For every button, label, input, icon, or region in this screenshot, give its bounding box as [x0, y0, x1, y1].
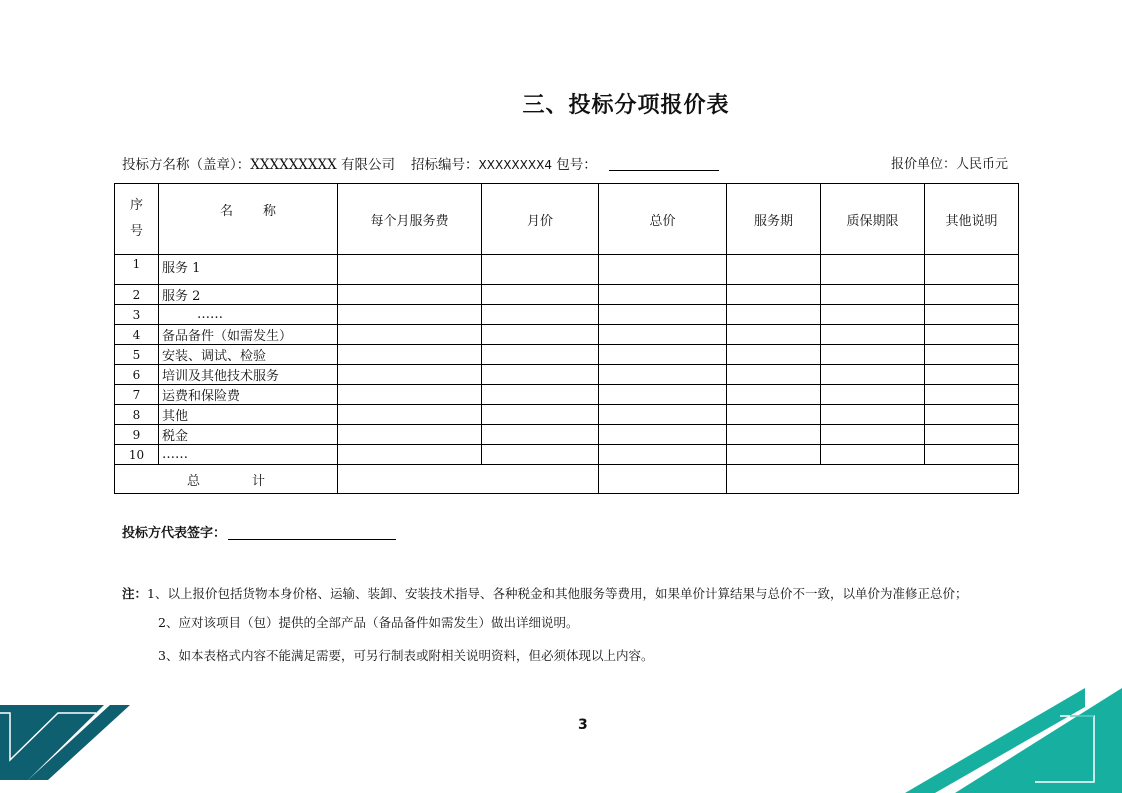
cell-total-price[interactable] — [599, 445, 727, 465]
cell-remarks[interactable] — [925, 405, 1019, 425]
header-remarks: 其他说明 — [925, 184, 1019, 255]
bidder-info-line — [122, 153, 719, 173]
signature-line — [122, 522, 396, 541]
cell-warranty[interactable] — [821, 325, 925, 345]
table-row — [115, 445, 1019, 465]
tender-no-value: XXXXXXXX4 — [478, 158, 552, 172]
row-name: 其他 — [159, 405, 338, 425]
cell-warranty[interactable] — [821, 285, 925, 305]
cell-warranty[interactable] — [821, 345, 925, 365]
row-no: 5 — [115, 345, 159, 365]
deco-bottom-right-outline — [1035, 716, 1094, 782]
cell-remarks[interactable] — [925, 325, 1019, 345]
row-name: 运费和保险费 — [159, 385, 338, 405]
quote-table — [114, 183, 1019, 494]
cell-monthly-fee[interactable] — [338, 365, 482, 385]
cell-monthly-price[interactable] — [482, 365, 599, 385]
cell-warranty[interactable] — [821, 445, 925, 465]
cell-remarks[interactable] — [925, 285, 1019, 305]
cell-remarks[interactable] — [925, 385, 1019, 405]
cell-service-period[interactable] — [727, 255, 821, 285]
header-monthly-price: 月价 — [482, 184, 599, 255]
cell-total-price[interactable] — [599, 255, 727, 285]
cell-total-price[interactable] — [599, 305, 727, 325]
table-row — [115, 255, 1019, 285]
cell-remarks[interactable] — [925, 255, 1019, 285]
cell-service-period[interactable] — [727, 425, 821, 445]
header-total-price: 总价 — [599, 184, 727, 255]
cell-service-period[interactable] — [727, 305, 821, 325]
table-row — [115, 405, 1019, 425]
cell-monthly-fee[interactable] — [338, 325, 482, 345]
currency-unit: 报价单位：人民币元 — [890, 157, 1008, 172]
cell-monthly-price[interactable] — [482, 385, 599, 405]
row-no: 2 — [115, 285, 159, 305]
cell-total-price[interactable] — [599, 365, 727, 385]
table-row — [115, 425, 1019, 445]
cell-monthly-price[interactable] — [482, 405, 599, 425]
cell-monthly-price[interactable] — [482, 255, 599, 285]
table-row — [115, 385, 1019, 405]
cell-warranty[interactable] — [821, 425, 925, 445]
cell-monthly-fee[interactable] — [338, 425, 482, 445]
page-title: 三、投标分项报价表 — [522, 93, 730, 118]
signature-label: 投标方代表签字： — [122, 526, 227, 541]
cell-monthly-fee[interactable] — [338, 405, 482, 425]
cell-monthly-fee[interactable] — [338, 255, 482, 285]
header-seq: 序 号 — [115, 184, 159, 255]
cell-warranty[interactable] — [821, 365, 925, 385]
cell-monthly-fee[interactable] — [338, 385, 482, 405]
cell-total-price[interactable] — [599, 385, 727, 405]
header-monthly-fee: 每个月服务费 — [338, 184, 482, 255]
cell-service-period[interactable] — [727, 365, 821, 385]
cell-remarks[interactable] — [925, 445, 1019, 465]
table-row — [115, 345, 1019, 365]
cell-total-price[interactable] — [599, 405, 727, 425]
row-no: 8 — [115, 405, 159, 425]
deco-bottom-right-band — [955, 688, 1122, 793]
row-name: 服务 2 — [159, 285, 338, 305]
header-name: 名称 — [159, 184, 338, 255]
package-label: 包号： — [556, 157, 597, 173]
cell-monthly-price[interactable] — [482, 305, 599, 325]
note-1 — [122, 584, 967, 602]
cell-monthly-fee[interactable] — [338, 345, 482, 365]
table-row — [115, 365, 1019, 385]
deco-bottom-right-triangle — [905, 688, 1085, 793]
cell-total-price[interactable] — [599, 345, 727, 365]
cell-service-period[interactable] — [727, 285, 821, 305]
cell-monthly-fee[interactable] — [338, 445, 482, 465]
cell-remarks[interactable] — [925, 305, 1019, 325]
row-name: 培训及其他技术服务 — [159, 365, 338, 385]
note-1-text: 1、以上报价包括货物本身价格、运输、装卸、安装技术指导、各种税金和其他服务等费用，如果单价计算结果与总价不一致，以单价为准修正总价； — [147, 586, 968, 601]
row-name: …… — [159, 305, 338, 325]
cell-monthly-fee[interactable] — [338, 285, 482, 305]
row-no: 3 — [115, 305, 159, 325]
cell-total-price[interactable] — [599, 285, 727, 305]
cell-service-period[interactable] — [727, 385, 821, 405]
cell-warranty[interactable] — [821, 305, 925, 325]
header-service-period: 服务期 — [727, 184, 821, 255]
row-name: 安装、调试、检验 — [159, 345, 338, 365]
cell-remarks[interactable] — [925, 345, 1019, 365]
cell-monthly-price[interactable] — [482, 285, 599, 305]
row-no: 4 — [115, 325, 159, 345]
note-3: 3、如本表格式内容不能满足需要，可另行制表或附相关说明资料，但必须体现以上内容。 — [158, 648, 654, 663]
total-label: 总 计 — [115, 465, 338, 494]
cell-remarks[interactable] — [925, 365, 1019, 385]
table-row — [115, 325, 1019, 345]
deco-bottom-left-outline — [0, 713, 96, 760]
table-total-row — [115, 465, 1019, 494]
cell-total-price[interactable] — [599, 425, 727, 445]
header-warranty: 质保期限 — [821, 184, 925, 255]
cell-monthly-price[interactable] — [482, 325, 599, 345]
cell-remarks[interactable] — [925, 425, 1019, 445]
package-no-blank[interactable] — [609, 156, 719, 171]
cell-service-period[interactable] — [727, 405, 821, 425]
deco-bottom-left-stripe — [28, 705, 130, 780]
row-name: 备品备件（如需发生） — [159, 325, 338, 345]
signature-blank[interactable] — [228, 525, 396, 540]
note-label: 注： — [122, 586, 148, 601]
row-no: 9 — [115, 425, 159, 445]
cell-warranty[interactable] — [821, 405, 925, 425]
bidder-name-value: XXXXXXXXX 有限公司 — [250, 157, 396, 173]
row-name: …… — [159, 445, 338, 465]
cell-total-price-sum[interactable] — [599, 465, 727, 494]
cell-monthly-fee[interactable] — [338, 305, 482, 325]
bidder-name-label: 投标方名称（盖章）： — [122, 157, 251, 173]
row-name: 税金 — [159, 425, 338, 445]
cell-total-monthly[interactable] — [338, 465, 599, 494]
cell-service-period[interactable] — [727, 445, 821, 465]
cell-monthly-price[interactable] — [482, 345, 599, 365]
table-row — [115, 305, 1019, 325]
cell-total-other[interactable] — [727, 465, 1019, 494]
table-row — [115, 285, 1019, 305]
cell-monthly-price[interactable] — [482, 425, 599, 445]
cell-service-period[interactable] — [727, 345, 821, 365]
row-no: 6 — [115, 365, 159, 385]
table-header-row — [115, 184, 1019, 255]
tender-no-label: 招标编号： — [411, 157, 479, 173]
cell-service-period[interactable] — [727, 325, 821, 345]
row-no: 1 — [115, 255, 159, 285]
cell-monthly-price[interactable] — [482, 445, 599, 465]
cell-total-price[interactable] — [599, 325, 727, 345]
page-number: 3 — [578, 717, 588, 733]
row-no: 10 — [115, 445, 159, 465]
note-2: 2、应对该项目（包）提供的全部产品（备品备件如需发生）做出详细说明。 — [158, 615, 579, 630]
cell-warranty[interactable] — [821, 385, 925, 405]
cell-warranty[interactable] — [821, 255, 925, 285]
row-no: 7 — [115, 385, 159, 405]
row-name: 服务 1 — [159, 255, 338, 285]
deco-bottom-left-band — [0, 705, 104, 780]
